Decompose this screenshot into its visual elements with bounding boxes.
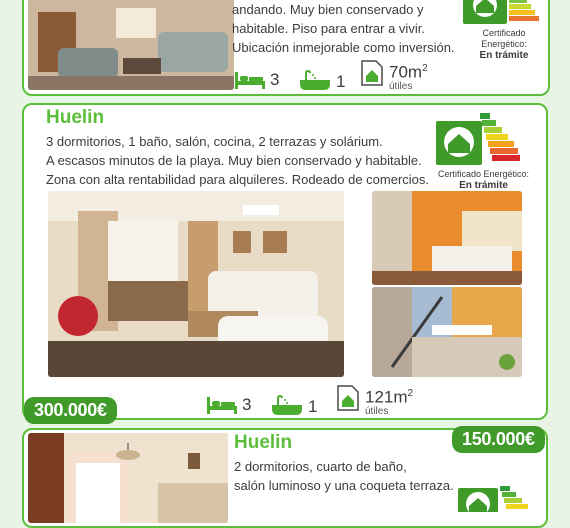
certificate-status: En trámite [479,50,529,61]
certificate-label: Certificado Energético: [438,169,530,179]
bedrooms-count: 3 [270,70,280,89]
bedrooms-feature [206,395,251,415]
bathrooms-feature [270,395,317,417]
bedrooms-count: 3 [242,395,252,414]
area-value: $70m^2$ [389,62,428,82]
energy-certificate-text [460,28,548,61]
living-room-photo [28,0,234,90]
energy-certificate-icon [434,111,522,167]
bathrooms-feature [298,70,345,92]
desc-line: 2 dormitorios, cuarto de baño, [234,459,407,474]
listing-title: Huelin [234,432,293,453]
desc-line: A escasos minutos de la playa. Muy bien conservado y habitable. [46,153,422,168]
desc-line: Zona con alta rentabilidad para alquileres. Rodeado de comercios. [46,172,430,187]
listing-description [46,132,429,189]
living-room-photo [48,191,344,377]
bedroom-photo [372,191,522,285]
price-badge: 300.000€ [24,397,117,424]
desc-line: Ubicación inmejorable como inversión. [232,40,455,55]
listing-photo-living-room[interactable] [48,191,344,377]
bathtub-icon [298,70,332,92]
energy-certificate-icon [456,482,536,512]
desc-line: habitable. Piso para entrar a vivir. [232,21,425,36]
energy-certificate-icon [461,0,549,26]
desc-line: andando. Muy bien conservado y [232,2,424,17]
floorplan-icon [337,385,359,411]
bathrooms-count: 1 [308,397,318,416]
area-value: $121m^2$ [365,387,414,407]
listing-photo-bedroom[interactable] [372,191,522,285]
listing-photo-terrace[interactable] [372,287,522,377]
area-feature [337,385,413,417]
listing-description [234,457,454,495]
bathtub-icon [270,395,304,417]
terrace-photo [372,287,522,377]
energy-certificate-text [438,169,529,191]
area-feature [361,60,428,92]
listing-card-top[interactable] [22,0,550,96]
listing-card-huelin-300k[interactable] [22,103,548,420]
listing-photo-dining[interactable] [28,433,228,523]
desc-line: 3 dormitorios, 1 baño, salón, cocina, 2 terrazas y solárium. [46,134,383,149]
listing-description [232,0,455,57]
bed-icon [234,70,266,90]
certificate-label: Certificado Energético: [481,28,527,49]
listing-title: Huelin [46,107,105,128]
bed-icon [206,395,238,415]
bedrooms-feature [234,70,279,90]
price-badge: 150.000€ [452,426,545,453]
dining-room-photo [28,433,228,523]
bathrooms-count: 1 [336,72,346,91]
desc-line: salón luminoso y una coqueta terraza. [234,478,454,493]
certificate-status: En trámite [459,180,508,191]
area-unit: útiles [389,80,413,92]
listing-photo-living-room[interactable] [28,0,234,90]
area-unit: útiles [365,405,389,417]
floorplan-icon [361,60,383,86]
